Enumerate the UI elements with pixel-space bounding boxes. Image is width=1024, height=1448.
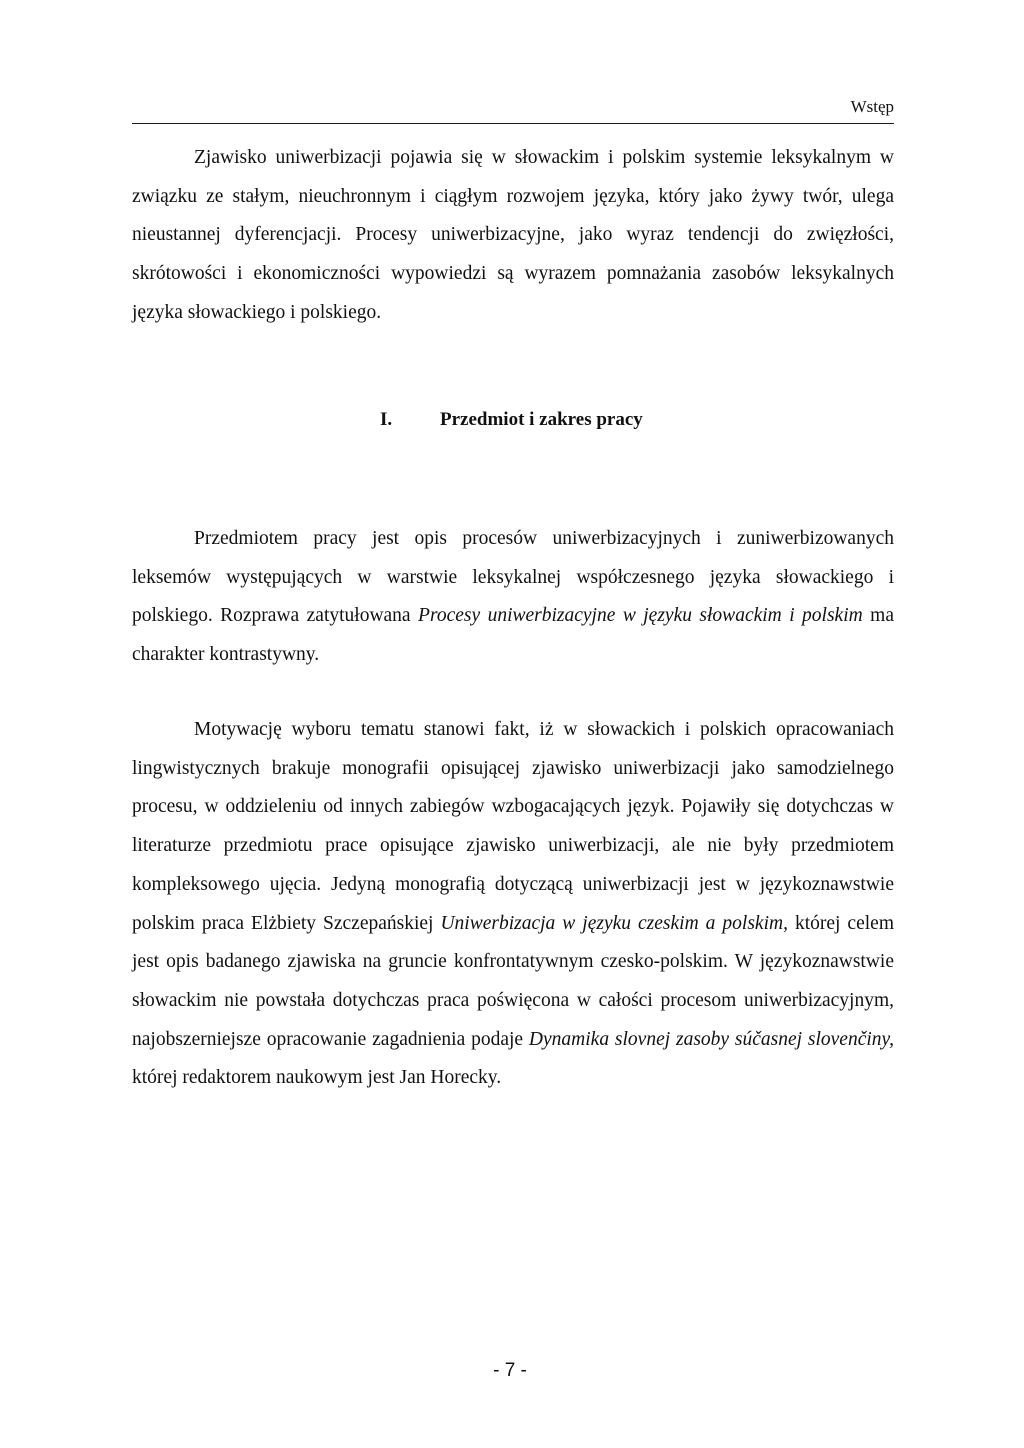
motivation-paragraph-text-2: której celem jest opis badanego zjawiska na gruncie konfrontatywnym czesko-polskim. W językoznawstwie słowackim nie powstała dotychczas praca poświęcona w całości procesom uniwerbizacyjnym, najobszerniejsze opracowanie zagadnienia podaje (132, 912, 894, 1050)
intro-paragraph-text: Zjawisko uniwerbizacji pojawia się w słowackim i polskim systemie leksykalnym w związku ze stałym, nieuchronnym i ciągłym rozwojem języka, który jako żywy twór, ulega nieustannej dyferencjacji. Procesy uniwerbizacyjne, jako wyraz tendencji do zwięzłości, skrótowości i ekonomiczności wypowiedzi są wyrazem pomnażania zasobów leksykalnych języka słowackiego i polskiego. (132, 147, 894, 323)
section-heading (380, 409, 643, 431)
motivation-paragraph-text-3: której redaktorem naukowym jest Jan Horecky. (132, 1067, 502, 1089)
subject-paragraph (132, 520, 894, 675)
motivation-paragraph (132, 711, 894, 1098)
intro-paragraph (132, 139, 894, 333)
subject-paragraph-text-1: Przedmiotem pracy jest opis procesów uniwerbizacyjnych i zuniwerbizowanych leksemów występujących w warstwie leksykalnej współczesnego języka słowackiego i polskiego. Rozprawa zatytułowana (132, 528, 894, 627)
section-title: Przedmiot i zakres pracy (440, 409, 643, 430)
section-number: I. (380, 409, 393, 430)
motivation-paragraph-text-1: Motywację wyboru tematu stanowi fakt, iż w słowackich i polskich opracowaniach lingwistycznych brakuje monografii opisującej zjawisko uniwerbizacji jako samodzielnego procesu, w oddzieleniu od innych zabiegów wzbogacających język. Pojawiły się dotychczas w literaturze przedmiotu prace opisujące zjawisko uniwerbizacji, ale nie były przedmiotem kompleksowego ujęcia. Jedyną monografią dotyczącą uniwerbizacji jest w językoznawstwie polskim praca Elżbiety Szczepańskiej (132, 719, 894, 934)
subject-paragraph-text-2: ma charakter kontrastywny. (132, 605, 894, 666)
cited-slovak-work-title: Dynamika slovnej zasoby súčasnej slovenčiny, (528, 1028, 894, 1050)
running-header (132, 97, 894, 124)
page-number: - 7 - (493, 1360, 527, 1381)
running-header-title: Wstęp (850, 97, 894, 116)
dissertation-title: Procesy uniwerbizacyjne w języku słowackim i polskim (418, 605, 863, 627)
cited-monograph-title: Uniwerbizacja w języku czeskim a polskim, (440, 912, 788, 934)
